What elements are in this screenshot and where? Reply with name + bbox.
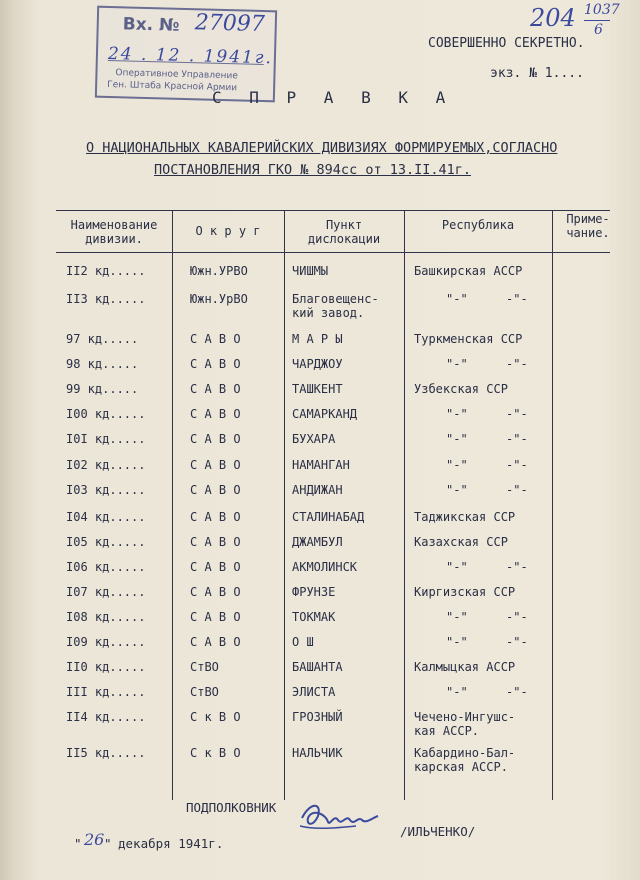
stamp-number: 27097	[194, 10, 266, 38]
cell-republic: "-"	[446, 483, 468, 497]
document-subtitle-1: О НАЦИОНАЛЬНЫХ КАВАЛЕРИЙСКИХ ДИВИЗИЯХ ФОРМИРУЕМЫХ,СОГЛАСНО	[86, 140, 558, 156]
cell-division: 99 кд.....	[66, 382, 139, 396]
date-open-quote: "	[74, 836, 82, 851]
cell-location: ЭЛИСТА	[292, 685, 336, 699]
cell-location: ТОКМАК	[292, 610, 336, 624]
cell-district: С А В О	[190, 357, 241, 371]
cell-location: ДЖАМБУЛ	[292, 535, 343, 549]
cell-division: I06 кд.....	[66, 560, 146, 574]
cell-division: I07 кд.....	[66, 585, 146, 599]
cell-location: НАЛЬЧИК	[292, 746, 343, 760]
cell-republic: "-"	[446, 407, 468, 421]
cell-republic: Калмыцкая АССР	[414, 660, 516, 674]
cell-division: I00 кд.....	[66, 407, 146, 421]
stamp-prefix: Вх. №	[122, 14, 180, 36]
cell-location: ЧАРДЖОУ	[292, 357, 343, 371]
cell-district: С А В О	[190, 483, 241, 497]
cell-republic-ditto: -"-	[506, 560, 528, 574]
classification-label: СОВЕРШЕННО СЕКРЕТНО.	[428, 36, 585, 51]
header-district: О к р у г	[195, 224, 261, 238]
cell-division: I03 кд.....	[66, 483, 146, 497]
cell-location: ЧИШМЫ	[292, 264, 329, 278]
cell-location: ФРУНЗЕ	[292, 585, 336, 599]
cell-republic: "-"	[446, 357, 468, 371]
cell-district: Южн.УрВО	[190, 292, 248, 306]
cell-republic-ditto: -"-	[506, 483, 528, 497]
cell-division: III кд.....	[66, 685, 146, 699]
date-close-quote: "	[104, 836, 112, 851]
cell-district: С к В О	[190, 710, 241, 724]
cell-location: Благовещенс-	[292, 292, 379, 306]
cell-district: С А В О	[190, 585, 241, 599]
cell-location: БУХАРА	[292, 432, 336, 446]
cell-republic-line2: кая АССР.	[414, 724, 480, 738]
cell-district: С А В О	[190, 458, 241, 472]
stamp-date: 24 . 12 . 1941г.	[107, 43, 274, 69]
cell-location: АКМОЛИНСК	[292, 560, 358, 574]
cell-republic-ditto: -"-	[506, 685, 528, 699]
cell-republic-line2: карская АССР.	[414, 760, 508, 774]
cell-district: С к В О	[190, 746, 241, 760]
cell-republic: Туркменская ССР	[414, 332, 523, 346]
cell-district: С А В О	[190, 332, 241, 346]
cell-division: II2 кд.....	[66, 264, 146, 278]
cell-district: СтВО	[190, 660, 219, 674]
cell-republic: Чечено-Ингушс-	[414, 710, 516, 724]
cell-district: С А В О	[190, 535, 241, 549]
cell-republic: Казахская ССР	[414, 535, 508, 549]
cell-republic: "-"	[446, 685, 468, 699]
signatory-rank: ПОДПОЛКОВНИК	[186, 800, 277, 815]
cell-district: С А В О	[190, 610, 241, 624]
cell-division: II5 кд.....	[66, 746, 146, 760]
stamp-line-1: Оперативное Управление	[115, 68, 238, 82]
cell-location: ТАШКЕНТ	[292, 382, 343, 396]
cell-republic-ditto: -"-	[506, 458, 528, 472]
cell-division: I05 кд.....	[66, 535, 146, 549]
cell-district: СтВО	[190, 685, 219, 699]
cell-republic: Башкирская АССР	[414, 264, 523, 278]
sheet-number: 1037	[584, 2, 620, 18]
cell-republic: "-"	[446, 560, 468, 574]
cell-location: ГРОЗНЫЙ	[292, 710, 343, 724]
cell-republic: Кабардино-Бал-	[414, 746, 516, 760]
cell-republic-ditto: -"-	[506, 635, 528, 649]
cell-republic-ditto: -"-	[506, 357, 528, 371]
cell-district: С А В О	[190, 432, 241, 446]
cell-location: СТАЛИНАБАД	[292, 510, 365, 524]
cell-republic-ditto: -"-	[506, 292, 528, 306]
cell-republic: Таджикская ССР	[414, 510, 516, 524]
cell-division: 97 кд.....	[66, 332, 139, 346]
date-day: 26	[84, 830, 105, 849]
cell-location: САМАРКАНД	[292, 407, 358, 421]
cell-location: О Ш	[292, 635, 314, 649]
cell-division: I02 кд.....	[66, 458, 146, 472]
cell-republic: "-"	[446, 292, 468, 306]
cell-district: С А В О	[190, 560, 241, 574]
cell-republic: "-"	[446, 458, 468, 472]
header-location: Пункт дислокации	[307, 218, 381, 246]
document-title: С П Р А В К А	[212, 88, 455, 107]
cell-location: НАМАНГАН	[292, 458, 350, 472]
file-number: 204	[530, 4, 576, 32]
cell-division: I0I кд.....	[66, 432, 146, 446]
stamp-line-2: Ген. Штаба Красной Армии	[107, 79, 238, 94]
document-subtitle-2: ПОСТАНОВЛЕНИЯ ГКО № 894сс от 13.II.41г.	[154, 162, 471, 178]
copy-number: экз. № 1....	[490, 66, 584, 81]
header-republic: Республика	[441, 218, 515, 232]
signatory-name: /ИЛЬЧЕНКО/	[400, 824, 476, 839]
cell-division: II4 кд.....	[66, 710, 146, 724]
cell-division: I08 кд.....	[66, 610, 146, 624]
cell-republic: "-"	[446, 432, 468, 446]
cell-district: С А В О	[190, 510, 241, 524]
cell-location-line2: кий завод.	[292, 306, 365, 320]
cell-division: I04 кд.....	[66, 510, 146, 524]
header-note: Приме- чание.	[566, 212, 610, 240]
cell-republic: "-"	[446, 635, 468, 649]
cell-republic: Киргизская ССР	[414, 585, 516, 599]
cell-division: I09 кд.....	[66, 635, 146, 649]
header-division: Наименование дивизии.	[70, 218, 158, 246]
cell-republic-ditto: -"-	[506, 432, 528, 446]
cell-location: БАШАНТА	[292, 660, 343, 674]
cell-district: С А В О	[190, 635, 241, 649]
cell-district: С А В О	[190, 382, 241, 396]
cell-division: II3 кд.....	[66, 292, 146, 306]
cell-republic: Узбекская ССР	[414, 382, 508, 396]
cell-republic-ditto: -"-	[506, 407, 528, 421]
sheet-sub-number: 6	[594, 22, 603, 38]
cell-location: АНДИЖАН	[292, 483, 343, 497]
date-month-year: декабря 1941г.	[118, 836, 224, 851]
cell-division: 98 кд.....	[66, 357, 139, 371]
cell-district: Южн.УРВО	[190, 264, 248, 278]
cell-location: М А Р Ы	[292, 332, 343, 346]
cell-republic: "-"	[446, 610, 468, 624]
cell-division: II0 кд.....	[66, 660, 146, 674]
cell-district: С А В О	[190, 407, 241, 421]
cell-republic-ditto: -"-	[506, 610, 528, 624]
handwritten-signature	[296, 796, 382, 836]
